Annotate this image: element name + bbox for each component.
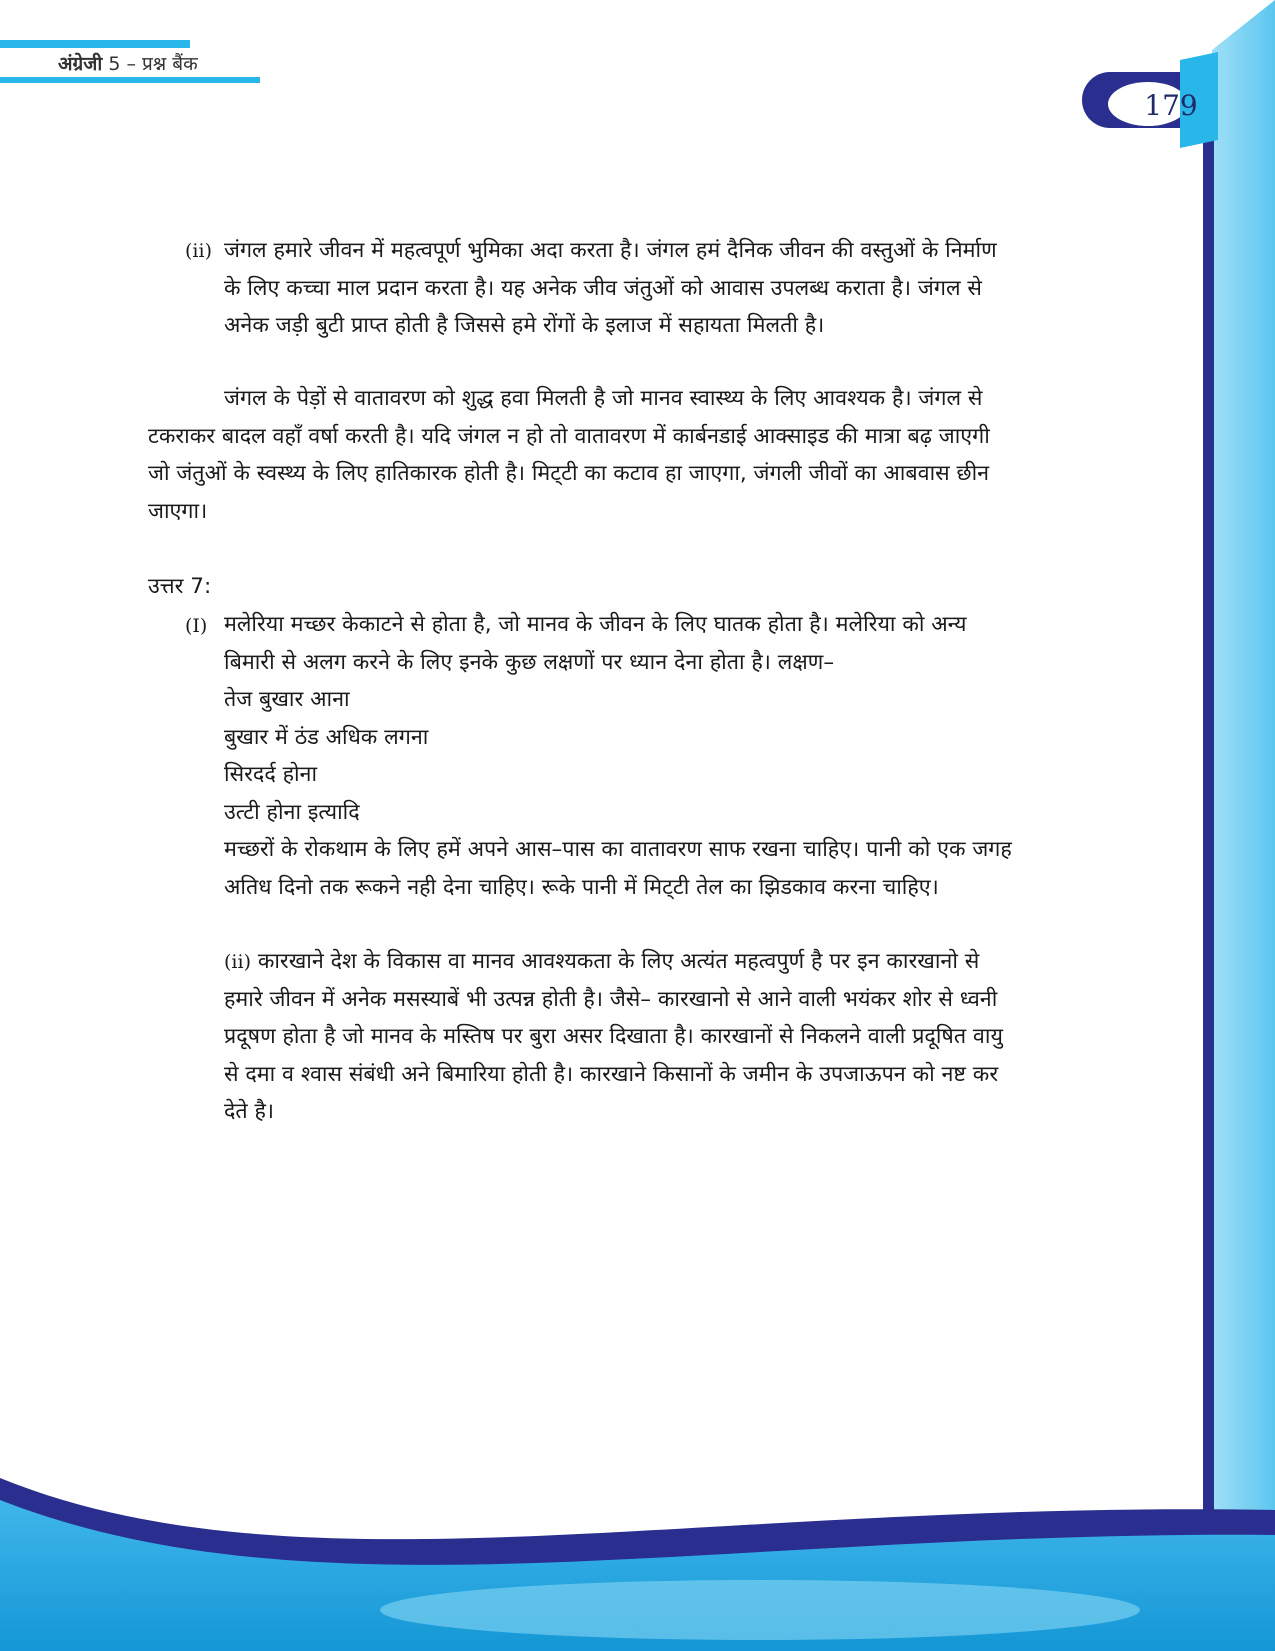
forest-paragraph	[224, 232, 1109, 345]
forest-line: अनेक जड़ी बुटी प्राप्त होती है जिससे हमे रोंगों के इलाज में सहायता मिलती है।	[224, 313, 825, 338]
prevention-line: अतिध दिनो तक रूकने नही देना चाहिए। रूके पानी में मिट्‌टी तेल का झिडकाव करना चाहिए।	[224, 874, 939, 900]
malaria-paragraph	[224, 606, 1109, 906]
malaria-line: मलेरिया मच्छर केकाटने से होता है, जो मानव के जीवन के लिए घातक होता है। मलेरिया को अन्य	[224, 612, 967, 637]
page-number: 179	[1144, 89, 1198, 122]
answer-heading: उत्तर 7:	[148, 574, 212, 599]
environment-line: टकराकर बादल वहाँ वर्षा करती है। यदि जंगल न हो तो वातावरण में कार्बनडाई आक्साइड की मात्रा बढ़ जाएगी	[148, 423, 990, 449]
environment-line: जंगल के पेड़ों से वातावरण को शुद्ध हवा मिलती है जो मानव स्वास्थ्य के लिए आवश्यक है। जंगल से	[224, 386, 983, 411]
symptom-item: उत्टी होना इत्यादि	[224, 799, 360, 825]
factory-line: (ii) कारखाने देश के विकास वा मानव आवश्यकता के लिए अत्यंत महत्वपुर्ण है पर इन कारखानो से	[224, 949, 980, 974]
right-bar	[1203, 60, 1214, 1530]
factory-line: प्रदूषण होता है जो मानव के मस्तिष पर बुरा असर दिखाता है। कारखानों से निकलने वाली प्रदूषित वायु	[224, 1024, 1003, 1049]
environment-line: जो जंतुओं के स्वस्थ्य के लिए हातिकारक होती है। मिट्‌टी का कटाव हा जाएगा, जंगली जीवों का आबवास छीन	[148, 461, 990, 486]
list-marker: (ii)	[185, 240, 212, 262]
symptom-item: सिरदर्द होना	[224, 762, 318, 787]
running-header	[58, 50, 198, 76]
environment-paragraph	[148, 380, 1109, 530]
symptom-item: बुखार में ठंड अधिक लगना	[224, 724, 429, 750]
factory-paragraph	[224, 943, 1109, 1131]
environment-line: जाएगा।	[148, 498, 208, 524]
list-marker: (ii)	[224, 951, 251, 973]
factory-line: से दमा व श्वास संबंधी अने बिमारिया होती है। कारखाने किसानों के जमीन के उपजाऊपन को नष्ट कर	[224, 1061, 999, 1087]
header-strip-bottom	[0, 77, 260, 83]
bottom-wave-glow	[380, 1580, 1140, 1640]
right-panel	[1212, 0, 1275, 1651]
symptom-item: तेज बुखार आना	[224, 687, 350, 712]
malaria-line: बिमारी से अलग करने के लिए इनके कुछ लक्षणों पर ध्यान देना होता है। लक्षण–	[224, 649, 835, 675]
list-marker: (I)	[185, 615, 208, 637]
header-strip-top	[0, 40, 190, 48]
running-header-subject: अंग्रेजी	[58, 53, 103, 75]
running-header-rest: 5 – प्रश्न बैंक	[108, 53, 198, 75]
factory-line: देते है।	[224, 1099, 275, 1124]
prevention-line: मच्छरों के रोकथाम के लिए हमें अपने आस–पास का वातावरण साफ रखना चाहिए। पानी को एक जगह	[224, 837, 1012, 862]
forest-line: जंगल हमारे जीवन में महत्वपूर्ण भुमिका अदा करता है। जंगल हमं दैनिक जीवन की वस्तुओं के निर्माण	[224, 238, 997, 263]
factory-line: हमारे जीवन में अनेक मसस्याबें भी उत्पन्न होती है। जैसे– कारखानो से आने वाली भयंकर शोर से ध्वनी	[224, 986, 998, 1012]
forest-line: के लिए कच्चा माल प्रदान करता है। यह अनेक जीव जंतुओं को आवास उपलब्ध कराता है। जंगल से	[224, 275, 982, 301]
